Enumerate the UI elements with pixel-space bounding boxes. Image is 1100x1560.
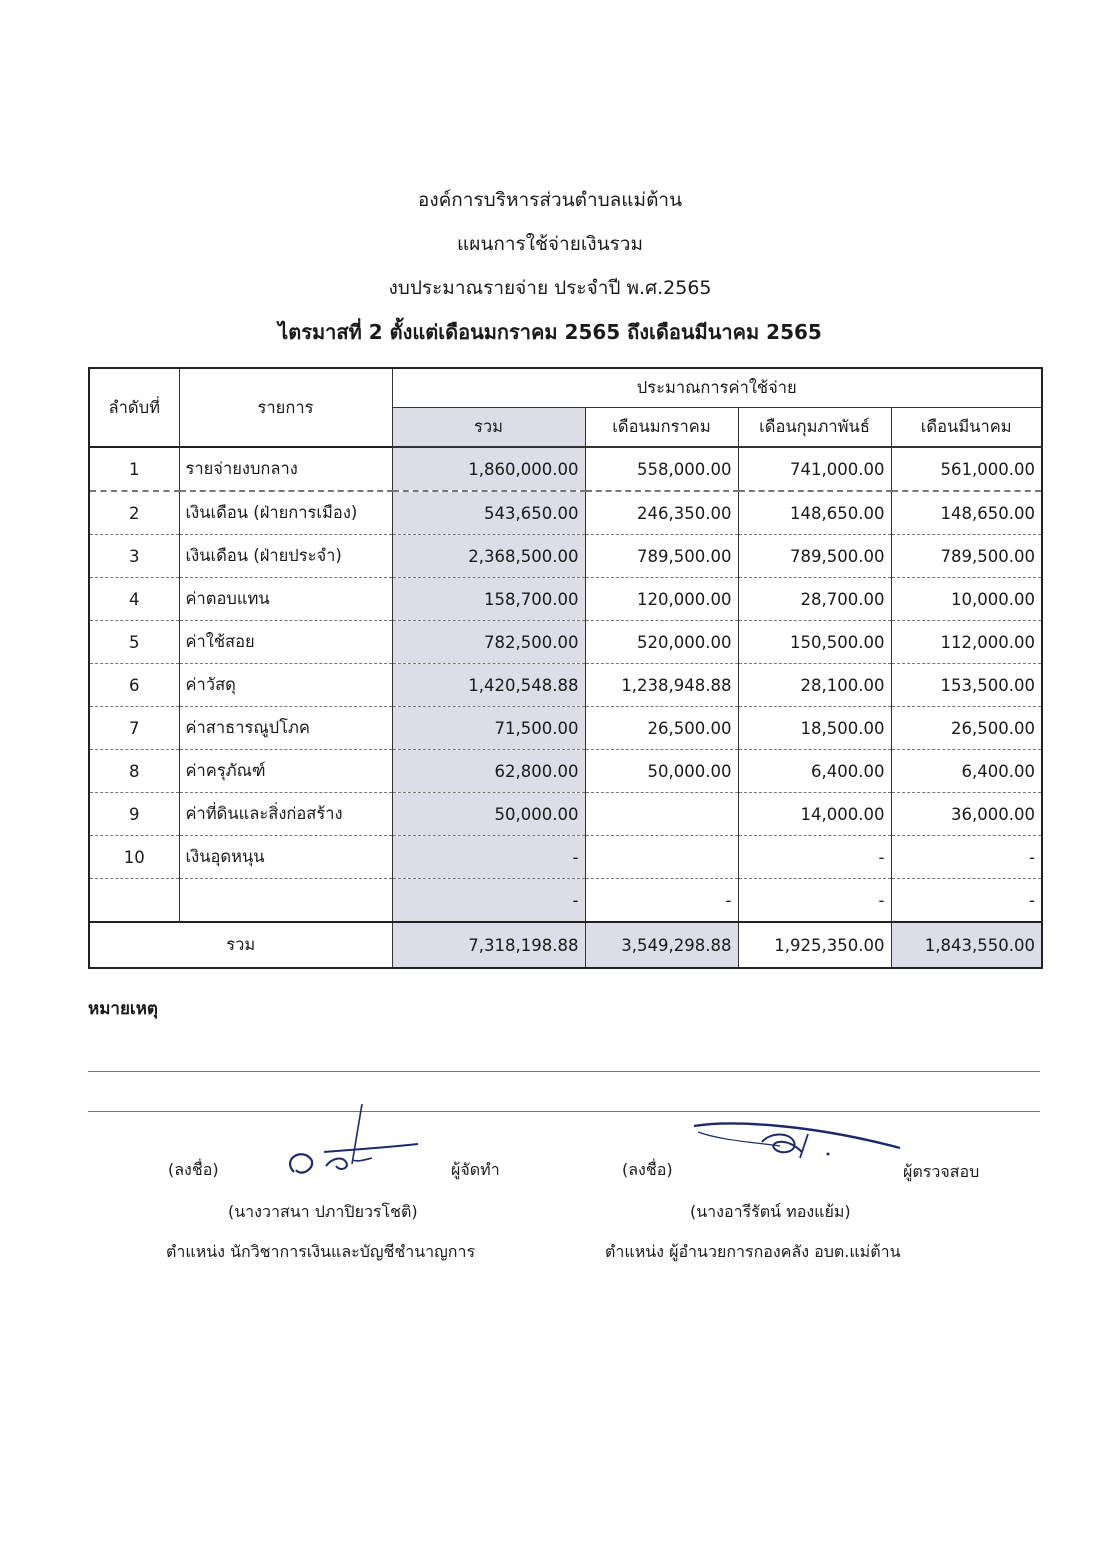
row-total: -: [392, 836, 585, 879]
table-row: [89, 879, 1042, 923]
row-jan: 558,000.00: [585, 447, 738, 491]
row-jan: 50,000.00: [585, 750, 738, 793]
col-header-no: ลำดับที่: [89, 368, 179, 447]
row-mar: 153,500.00: [891, 664, 1042, 707]
row-feb: 150,500.00: [738, 621, 891, 664]
row-jan: 26,500.00: [585, 707, 738, 750]
table-row: [89, 491, 1042, 535]
row-total: 158,700.00: [392, 578, 585, 621]
row-mar: 36,000.00: [891, 793, 1042, 836]
right-position: ตำแหน่ง ผู้อำนวยการกองคลัง อบต.แม่ต้าน: [605, 1242, 901, 1261]
col-header-mar: เดือนมีนาคม: [891, 408, 1042, 448]
row-feb: 148,650.00: [738, 491, 891, 535]
row-jan: [585, 836, 738, 879]
row-item: [179, 879, 392, 923]
table-row: [89, 793, 1042, 836]
row-no: 3: [89, 535, 179, 578]
row-total: 1,420,548.88: [392, 664, 585, 707]
row-mar: 26,500.00: [891, 707, 1042, 750]
row-total: -: [392, 879, 585, 923]
left-signature-mark: [280, 1100, 430, 1190]
row-no: 1: [89, 447, 179, 491]
table-sum-row: [89, 922, 1042, 968]
col-header-jan: เดือนมกราคม: [585, 408, 738, 448]
row-feb: 14,000.00: [738, 793, 891, 836]
row-feb: -: [738, 836, 891, 879]
row-feb: 28,100.00: [738, 664, 891, 707]
row-jan: [585, 793, 738, 836]
row-no: 9: [89, 793, 179, 836]
right-sign-label: (ลงชื่อ): [622, 1160, 673, 1179]
row-no: [89, 879, 179, 923]
row-total: 62,800.00: [392, 750, 585, 793]
row-item: เงินเดือน (ฝ่ายประจำ): [179, 535, 392, 578]
table-row: [89, 535, 1042, 578]
row-mar: -: [891, 836, 1042, 879]
row-total: 50,000.00: [392, 793, 585, 836]
row-no: 8: [89, 750, 179, 793]
row-mar: 112,000.00: [891, 621, 1042, 664]
right-signature-mark: [690, 1112, 910, 1172]
row-item: ค่าตอบแทน: [179, 578, 392, 621]
table-row: [89, 447, 1042, 491]
row-feb: -: [738, 879, 891, 923]
row-item: ค่าสาธารณูปโภค: [179, 707, 392, 750]
row-no: 6: [89, 664, 179, 707]
row-no: 10: [89, 836, 179, 879]
row-no: 4: [89, 578, 179, 621]
row-feb: 789,500.00: [738, 535, 891, 578]
row-item: ค่าครุภัณฑ์: [179, 750, 392, 793]
budget-title: งบประมาณรายจ่าย ประจำปี พ.ศ.2565: [388, 277, 712, 299]
row-jan: 789,500.00: [585, 535, 738, 578]
row-jan: 246,350.00: [585, 491, 738, 535]
row-total: 543,650.00: [392, 491, 585, 535]
sum-label: รวม: [89, 922, 392, 968]
row-item: ค่าที่ดินและสิ่งก่อสร้าง: [179, 793, 392, 836]
left-name: (นางวาสนา ปภาปิยวรโชติ): [228, 1202, 418, 1221]
row-jan: 520,000.00: [585, 621, 738, 664]
row-item: ค่าวัสดุ: [179, 664, 392, 707]
left-sign-label: (ลงชื่อ): [168, 1160, 219, 1179]
sum-mar: 1,843,550.00: [891, 922, 1042, 968]
row-item: เงินอุดหนุน: [179, 836, 392, 879]
col-header-total: รวม: [392, 408, 585, 448]
row-item: รายจ่ายงบกลาง: [179, 447, 392, 491]
table-row: [89, 836, 1042, 879]
row-feb: 28,700.00: [738, 578, 891, 621]
table-row: [89, 621, 1042, 664]
sum-jan: 3,549,298.88: [585, 922, 738, 968]
plan-title: แผนการใช้จ่ายเงินรวม: [456, 233, 643, 255]
quarter-title: ไตรมาสที่ 2 ตั้งแต่เดือนมกราคม 2565 ถึงเดือนมีนาคม 2565: [278, 320, 822, 344]
sum-feb: 1,925,350.00: [738, 922, 891, 968]
row-jan: -: [585, 879, 738, 923]
left-role: ผู้จัดทำ: [451, 1160, 500, 1179]
row-no: 5: [89, 621, 179, 664]
org-title: องค์การบริหารส่วนตำบลแม่ต้าน: [417, 189, 683, 211]
col-header-group: ประมาณการค่าใช้จ่าย: [392, 368, 1042, 408]
row-no: 7: [89, 707, 179, 750]
table-row: [89, 664, 1042, 707]
right-role: ผู้ตรวจสอบ: [903, 1162, 980, 1181]
table-row: [89, 707, 1042, 750]
sum-total: 7,318,198.88: [392, 922, 585, 968]
note-label: หมายเหตุ: [88, 999, 158, 1019]
row-total: 2,368,500.00: [392, 535, 585, 578]
row-mar: 10,000.00: [891, 578, 1042, 621]
row-item: เงินเดือน (ฝ่ายการเมือง): [179, 491, 392, 535]
col-header-item: รายการ: [179, 368, 392, 447]
row-mar: 789,500.00: [891, 535, 1042, 578]
row-item: ค่าใช้สอย: [179, 621, 392, 664]
row-total: 71,500.00: [392, 707, 585, 750]
row-mar: 148,650.00: [891, 491, 1042, 535]
note-line-1: [88, 1071, 1040, 1072]
row-total: 782,500.00: [392, 621, 585, 664]
row-jan: 120,000.00: [585, 578, 738, 621]
row-mar: -: [891, 879, 1042, 923]
row-no: 2: [89, 491, 179, 535]
right-name: (นางอารีรัตน์ ทองแย้ม): [690, 1202, 851, 1221]
table-row: [89, 578, 1042, 621]
table-row: [89, 750, 1042, 793]
row-mar: 6,400.00: [891, 750, 1042, 793]
left-position: ตำแหน่ง นักวิชาการเงินและบัญชีชำนาญการ: [166, 1242, 476, 1261]
row-feb: 6,400.00: [738, 750, 891, 793]
row-jan: 1,238,948.88: [585, 664, 738, 707]
row-feb: 741,000.00: [738, 447, 891, 491]
col-header-feb: เดือนกุมภาพันธ์: [738, 408, 891, 448]
row-feb: 18,500.00: [738, 707, 891, 750]
document-header: [0, 178, 1100, 354]
row-total: 1,860,000.00: [392, 447, 585, 491]
row-mar: 561,000.00: [891, 447, 1042, 491]
budget-table: [88, 367, 1043, 969]
